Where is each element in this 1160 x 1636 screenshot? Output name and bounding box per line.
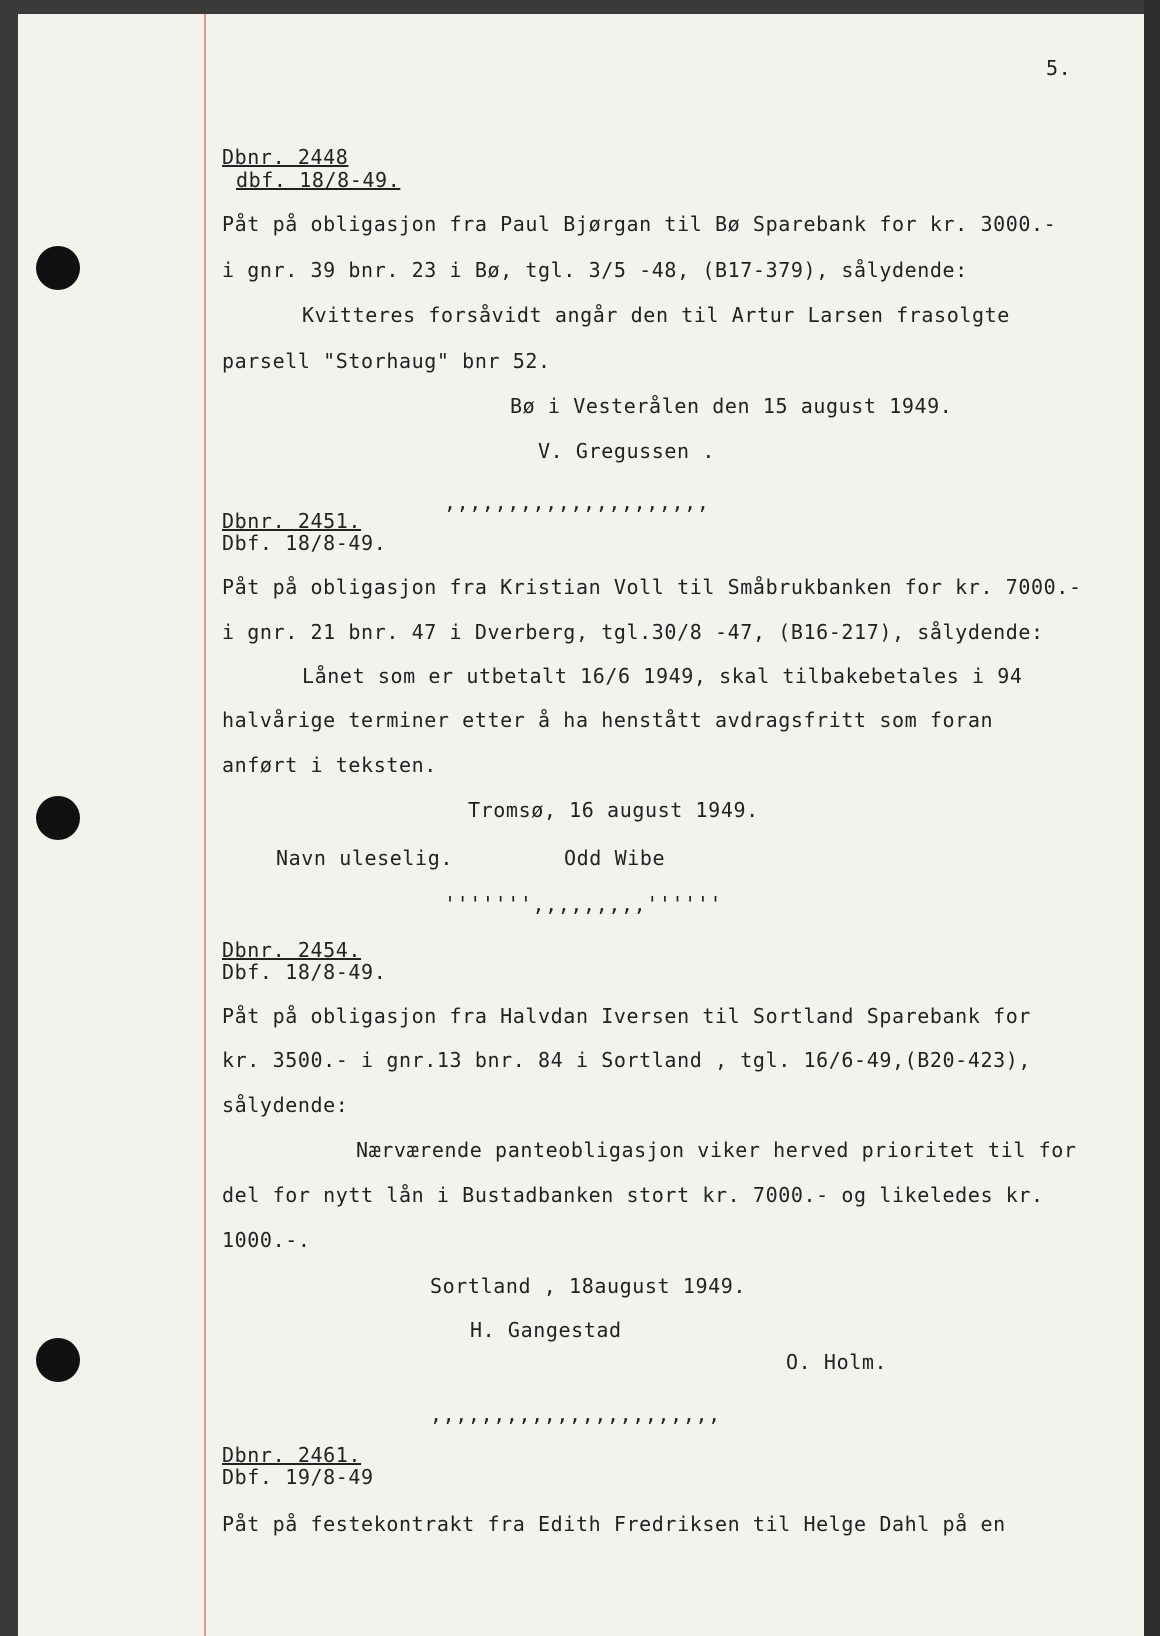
- punch-hole: [36, 246, 80, 290]
- entry-dbnr: Dbnr. 2461.: [222, 1443, 362, 1467]
- entry-text-line: Påt på obligasjon fra Kristian Voll til Småbrukbanken for kr. 7000.-: [222, 575, 1082, 599]
- entry-place-date: Sortland , 18august 1949.: [430, 1274, 747, 1298]
- scan-border-top: [0, 0, 1160, 14]
- entry-text-line: halvårige terminer etter å ha henstått avdragsfritt som foran: [222, 708, 994, 732]
- entry-signature: V. Gregussen .: [538, 439, 715, 463]
- entry-signature: H. Gangestad: [470, 1318, 622, 1342]
- entry-separator: ,,,,,,,,,,,,,,,,,,,,,,,: [430, 1402, 721, 1426]
- entry-dbf: dbf. 18/8-49.: [236, 168, 401, 192]
- entry-place-date: Bø i Vesterålen den 15 august 1949.: [510, 394, 953, 418]
- entry-text-line: anført i teksten.: [222, 753, 437, 777]
- entry-text-line: sålydende:: [222, 1093, 349, 1117]
- entry-text-line: Påt på obligasjon fra Paul Bjørgan til Bø Sparebank for kr. 3000.-: [222, 212, 1057, 236]
- entry-place-date: Tromsø, 16 august 1949.: [468, 798, 759, 822]
- entry-text-line: del for nytt lån i Bustadbanken stort kr. 7000.- og likeledes kr.: [222, 1183, 1044, 1207]
- entry-text-line: i gnr. 21 bnr. 47 i Dverberg, tgl.30/8 -47, (B16-217), sålydende:: [222, 620, 1044, 644]
- scan-border-left: [0, 0, 18, 1636]
- entry-signature: Navn uleselig.: [276, 846, 453, 870]
- entry-text-line: Nærværende panteobligasjon viker herved prioritet til for: [356, 1138, 1077, 1162]
- margin-rule: [204, 14, 206, 1636]
- entry-text-line: parsell "Storhaug" bnr 52.: [222, 349, 551, 373]
- entry-text-line: Påt på obligasjon fra Halvdan Iversen til Sortland Sparebank for: [222, 1004, 1032, 1028]
- entry-text-line: Lånet som er utbetalt 16/6 1949, skal tilbakebetales i 94: [302, 664, 1023, 688]
- entry-dbnr: Dbnr. 2454.: [222, 938, 362, 962]
- entry-text-line: kr. 3500.- i gnr.13 bnr. 84 i Sortland , tgl. 16/6-49,(B20-423),: [222, 1048, 1032, 1072]
- scan-border-right: [1144, 0, 1160, 1636]
- entry-text-line: 1000.-.: [222, 1228, 311, 1252]
- entry-text-line: Kvitteres forsåvidt angår den til Artur Larsen frasolgte: [302, 303, 1010, 327]
- entry-separator: ,,,,,,,,,,,,,,,,,,,,,: [444, 490, 710, 514]
- entry-text-line: Påt på festekontrakt fra Edith Fredriksen til Helge Dahl på en: [222, 1512, 1006, 1536]
- entry-dbnr: Dbnr. 2451.: [222, 509, 362, 533]
- entry-dbf: Dbf. 18/8-49.: [222, 531, 387, 555]
- entry-text-line: i gnr. 39 bnr. 23 i Bø, tgl. 3/5 -48, (B17-379), sålydende:: [222, 258, 968, 282]
- page-number: 5.: [1046, 56, 1072, 80]
- punch-hole: [36, 1338, 80, 1382]
- entry-separator: ''''''',,,,,,,,,'''''': [444, 892, 723, 916]
- entry-dbf: Dbf. 18/8-49.: [222, 960, 387, 984]
- entry-signature: O. Holm.: [786, 1350, 888, 1374]
- punch-hole: [36, 796, 80, 840]
- entry-signature: Odd Wibe: [564, 846, 666, 870]
- entry-dbnr: Dbnr. 2448: [222, 145, 349, 169]
- entry-dbf: Dbf. 19/8-49: [222, 1465, 374, 1489]
